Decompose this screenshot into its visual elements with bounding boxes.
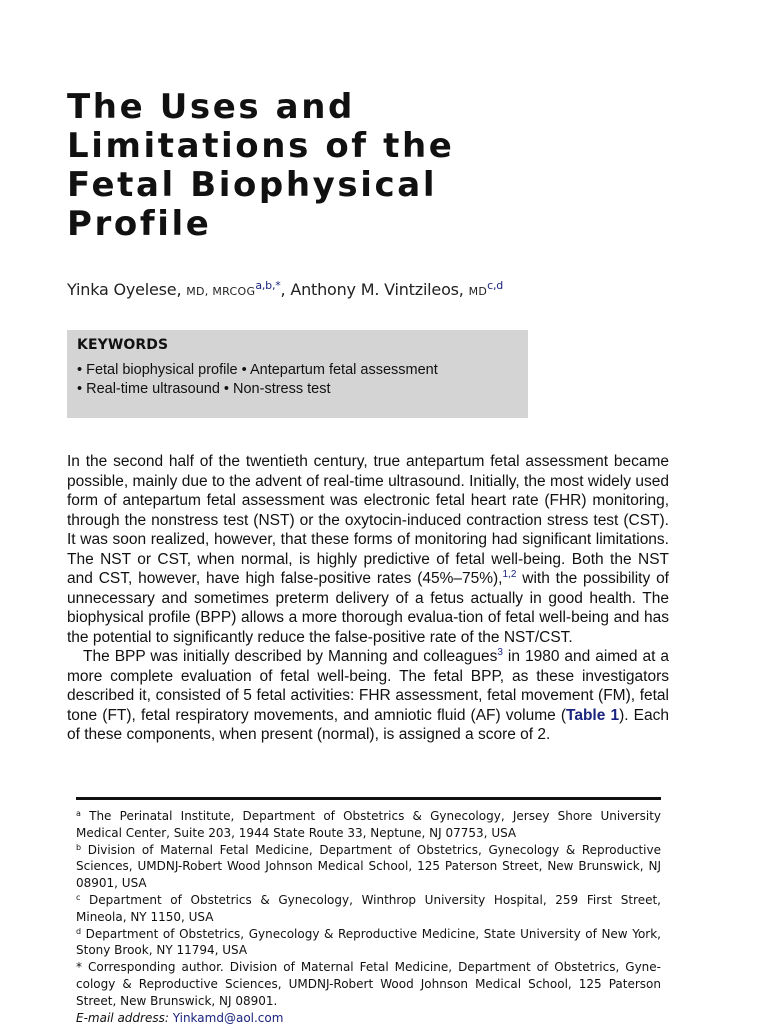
table-link[interactable]: Table 1 (566, 706, 620, 724)
article-title (67, 88, 487, 244)
keywords-line: • Fetal biophysical profile • Antepartum fetal assessment (77, 362, 438, 378)
footnote-marker: b (76, 842, 82, 852)
body-paragraph (67, 452, 669, 647)
affiliation-marker[interactable]: c,d (487, 279, 504, 292)
corresponding-author-note: * Corresponding author. Division of Maternal Fetal Medicine, Department of Obstetrics, Gyne-cology & Reproductive Sciences, UMDNJ-Robert Wood Johnson Medical School, 125 Paterson Street, New Brunswick, NJ 08901. (76, 960, 661, 1008)
paragraph-text: in 1980 and aimed at a more complete evaluation of fetal well-being. The fetal BPP, as these investigators described it, consisted of 5 fetal activities: FHR assessment, fetal movement (FM), fetal tone (FT), fetal respiratory movements, and amniotic fluid (AF) volume ( (67, 648, 669, 724)
keywords-line: • Real-time ultrasound • Non-stress test (77, 381, 331, 397)
author-degrees: MD (468, 285, 488, 298)
title-line: The Uses and (67, 87, 355, 127)
footnote-marker: a (76, 809, 81, 818)
citation-ref[interactable]: 1,2 (502, 569, 517, 580)
author-name: Anthony M. Vintzileos, (290, 280, 464, 299)
footnote-affiliation (76, 892, 661, 926)
footnote-divider (76, 797, 661, 800)
author-degrees: MD, MRCOG (186, 285, 256, 298)
paragraph-text: with the possibility of unnecessary and sometimes preterm delivery of a fetus actually in good health. The biophysical profile (BPP) allows a more thorough evalua-tion of fetal well-being and has the potential to significantly reduce the false-positive rate of the NST/CST. (67, 570, 669, 646)
footnote-affiliation (76, 842, 661, 892)
footnote-affiliation (76, 926, 661, 960)
author-name: Yinka Oyelese, (67, 280, 182, 299)
email-label: E-mail address: (76, 1010, 169, 1025)
keywords-box (67, 330, 528, 418)
author-line (67, 279, 503, 299)
footnote-text: The Perinatal Institute, Department of Obstetrics & Gynecology, Jersey Shore University Medical Center, Suite 203, 1944 State Route 33, Neptune, NJ 07753, USA (76, 809, 661, 840)
affiliation-marker[interactable]: a,b,* (255, 279, 281, 292)
paragraph-text: The BPP was initially described by Manning and colleagues (83, 648, 498, 665)
title-line: Limitations of the (67, 126, 455, 166)
footnote-marker: d (76, 926, 82, 936)
paragraph-text: In the second half of the twentieth century, true antepartum fetal assessment became possible, mainly due to the advent of real-time ultrasound. Initially, the most widely used form of antepartum fetal assessment was electronic fetal heart rate (FHR) monitoring, through the nonstress test (NST) or the oxytocin-induced contraction stress test (CST). It was soon realized, however, that these forms of monitoring had significant limitations. The NST or CST, when normal, is highly predictive of fetal well-being. Both the NST and CST, however, have high false-positive rates (45%–75%), (67, 453, 669, 587)
footnote-affiliation (76, 808, 661, 842)
title-line: Fetal Biophysical (67, 165, 438, 205)
email-link[interactable]: Yinkamd@aol.com (172, 1010, 284, 1025)
footnotes (76, 808, 661, 1026)
author-separator: , (280, 280, 286, 299)
keywords-heading: KEYWORDS (77, 337, 169, 353)
body-paragraph (67, 647, 669, 745)
paragraph-text: ). Each of these components, when present (normal), is assigned a score of 2. (67, 706, 669, 743)
body-text (67, 452, 669, 745)
title-line: Profile (67, 204, 212, 244)
footnote-text: Department of Obstetrics & Gynecology, Winthrop University Hospital, 259 First Street, Mineola, NY 1150, USA (76, 892, 661, 924)
footnote-text: Division of Maternal Fetal Medicine, Department of Obstetrics, Gynecology & Reproductive Sciences, UMDNJ-Robert Wood Johnson Medical School, 125 Paterson Street, New Brunswick, NJ 08901, USA (76, 842, 661, 891)
citation-ref[interactable]: 3 (497, 647, 503, 658)
footnote-marker: c (76, 892, 81, 902)
footnote-text: Department of Obstetrics, Gynecology & Reproductive Medicine, State University of New York, Stony Brook, NY 11794, USA (76, 926, 661, 958)
